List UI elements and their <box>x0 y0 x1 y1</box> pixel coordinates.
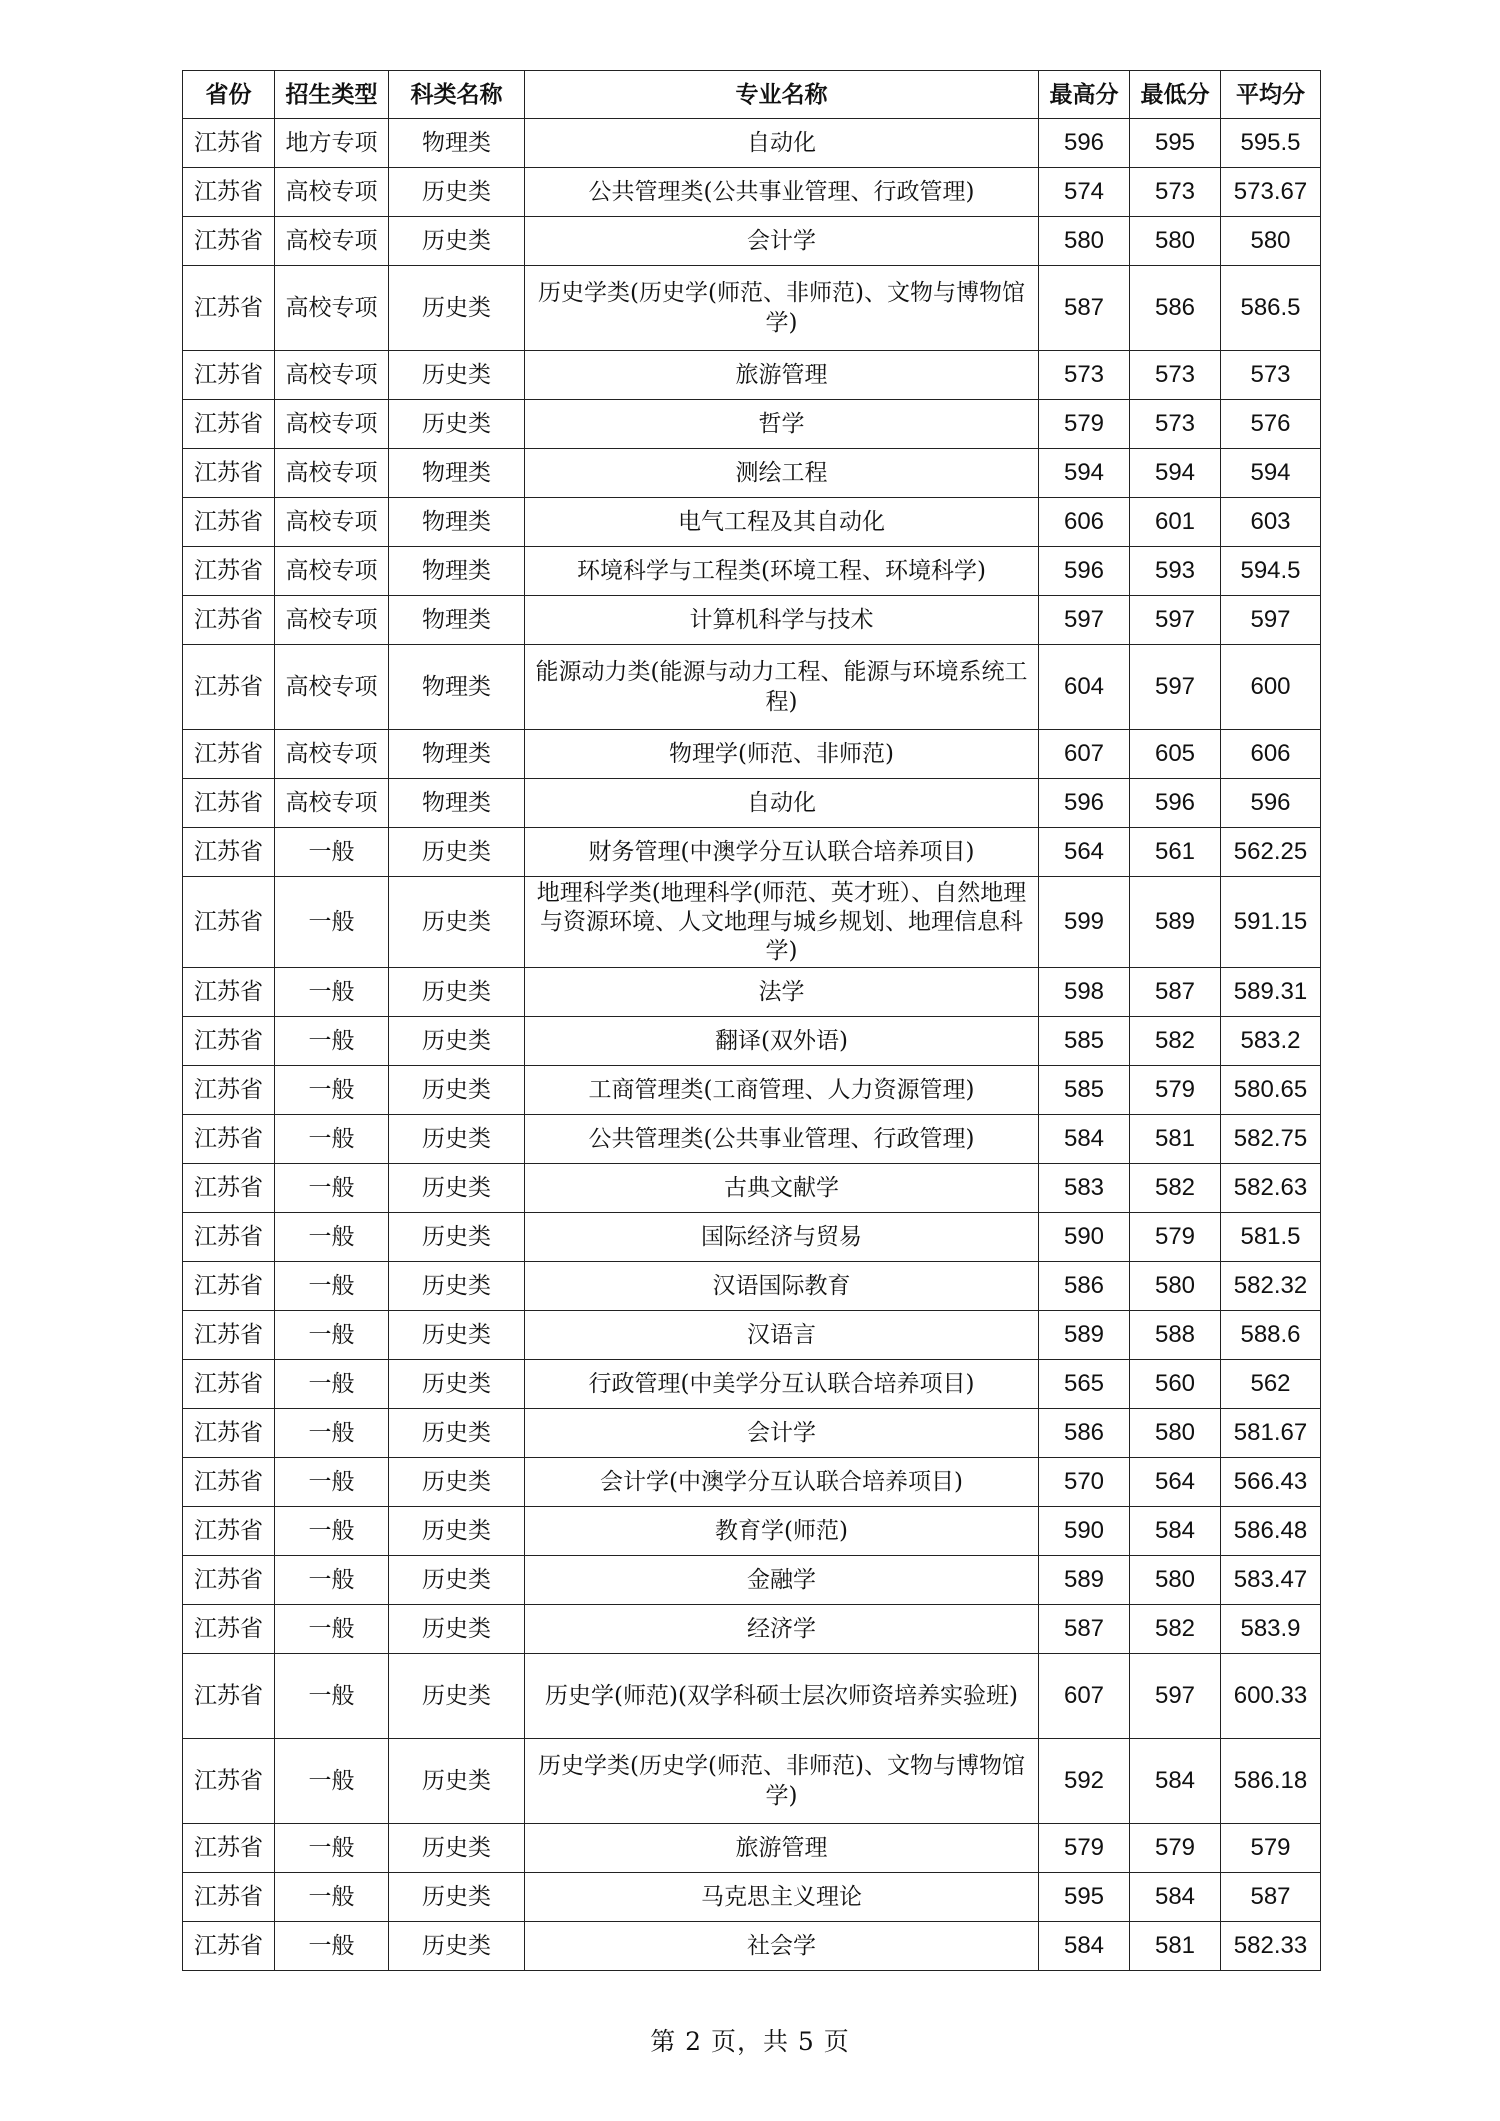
cell-max-score: 594 <box>1039 449 1130 498</box>
cell-subject-category: 物理类 <box>389 547 525 596</box>
cell-avg-score: 595.5 <box>1221 119 1321 168</box>
table-body <box>183 119 1321 1971</box>
cell-min-score: 582 <box>1130 1164 1221 1213</box>
cell-avg-score: 582.63 <box>1221 1164 1321 1213</box>
cell-max-score: 596 <box>1039 547 1130 596</box>
cell-avg-score: 582.33 <box>1221 1922 1321 1971</box>
cell-major: 自动化 <box>525 779 1039 828</box>
table-row <box>183 1654 1321 1739</box>
cell-avg-score: 603 <box>1221 498 1321 547</box>
cell-subject-category: 历史类 <box>389 1311 525 1360</box>
table-row <box>183 498 1321 547</box>
cell-province: 江苏省 <box>183 1654 275 1739</box>
table-row <box>183 730 1321 779</box>
cell-subject-category: 历史类 <box>389 1262 525 1311</box>
cell-admission-type: 一般 <box>275 877 389 968</box>
header-min-score: 最低分 <box>1130 71 1221 119</box>
cell-min-score: 580 <box>1130 1262 1221 1311</box>
cell-subject-category: 历史类 <box>389 266 525 351</box>
cell-admission-type: 高校专项 <box>275 645 389 730</box>
cell-province: 江苏省 <box>183 1873 275 1922</box>
cell-max-score: 599 <box>1039 877 1130 968</box>
cell-admission-type: 一般 <box>275 1507 389 1556</box>
cell-avg-score: 586.18 <box>1221 1739 1321 1824</box>
cell-max-score: 580 <box>1039 217 1130 266</box>
cell-avg-score: 597 <box>1221 596 1321 645</box>
cell-avg-score: 580.65 <box>1221 1066 1321 1115</box>
cell-major: 财务管理(中澳学分互认联合培养项目) <box>525 828 1039 877</box>
cell-province: 江苏省 <box>183 498 275 547</box>
cell-subject-category: 历史类 <box>389 1213 525 1262</box>
cell-min-score: 582 <box>1130 1605 1221 1654</box>
cell-subject-category: 历史类 <box>389 828 525 877</box>
cell-province: 江苏省 <box>183 400 275 449</box>
cell-major: 会计学 <box>525 217 1039 266</box>
cell-min-score: 584 <box>1130 1873 1221 1922</box>
cell-avg-score: 586.48 <box>1221 1507 1321 1556</box>
cell-admission-type: 高校专项 <box>275 400 389 449</box>
cell-max-score: 589 <box>1039 1556 1130 1605</box>
cell-admission-type: 一般 <box>275 1605 389 1654</box>
cell-avg-score: 596 <box>1221 779 1321 828</box>
cell-max-score: 592 <box>1039 1739 1130 1824</box>
cell-min-score: 581 <box>1130 1115 1221 1164</box>
table-row <box>183 645 1321 730</box>
table-row <box>183 1213 1321 1262</box>
cell-min-score: 584 <box>1130 1507 1221 1556</box>
table-row <box>183 596 1321 645</box>
cell-subject-category: 物理类 <box>389 449 525 498</box>
table-row <box>183 1605 1321 1654</box>
cell-admission-type: 一般 <box>275 1739 389 1824</box>
cell-subject-category: 历史类 <box>389 1654 525 1739</box>
cell-province: 江苏省 <box>183 1922 275 1971</box>
cell-province: 江苏省 <box>183 645 275 730</box>
cell-major: 行政管理(中美学分互认联合培养项目) <box>525 1360 1039 1409</box>
cell-province: 江苏省 <box>183 1556 275 1605</box>
cell-max-score: 595 <box>1039 1873 1130 1922</box>
cell-admission-type: 一般 <box>275 1922 389 1971</box>
cell-max-score: 596 <box>1039 119 1130 168</box>
cell-max-score: 584 <box>1039 1922 1130 1971</box>
cell-major: 会计学(中澳学分互认联合培养项目) <box>525 1458 1039 1507</box>
cell-min-score: 588 <box>1130 1311 1221 1360</box>
cell-province: 江苏省 <box>183 1164 275 1213</box>
cell-admission-type: 高校专项 <box>275 547 389 596</box>
table-row <box>183 400 1321 449</box>
cell-avg-score: 576 <box>1221 400 1321 449</box>
cell-province: 江苏省 <box>183 1409 275 1458</box>
cell-province: 江苏省 <box>183 266 275 351</box>
table-header-row <box>183 71 1321 119</box>
cell-subject-category: 历史类 <box>389 217 525 266</box>
cell-major: 环境科学与工程类(环境工程、环境科学) <box>525 547 1039 596</box>
cell-subject-category: 历史类 <box>389 1360 525 1409</box>
cell-avg-score: 591.15 <box>1221 877 1321 968</box>
cell-min-score: 582 <box>1130 1017 1221 1066</box>
cell-avg-score: 587 <box>1221 1873 1321 1922</box>
cell-subject-category: 历史类 <box>389 1066 525 1115</box>
table-row <box>183 266 1321 351</box>
cell-admission-type: 一般 <box>275 1262 389 1311</box>
cell-min-score: 597 <box>1130 645 1221 730</box>
cell-province: 江苏省 <box>183 1605 275 1654</box>
table-row <box>183 1115 1321 1164</box>
cell-admission-type: 高校专项 <box>275 779 389 828</box>
cell-admission-type: 一般 <box>275 1066 389 1115</box>
cell-min-score: 597 <box>1130 596 1221 645</box>
cell-min-score: 593 <box>1130 547 1221 596</box>
cell-avg-score: 600 <box>1221 645 1321 730</box>
cell-major: 金融学 <box>525 1556 1039 1605</box>
cell-subject-category: 历史类 <box>389 1458 525 1507</box>
table-row <box>183 1824 1321 1873</box>
cell-avg-score: 573 <box>1221 351 1321 400</box>
cell-avg-score: 588.6 <box>1221 1311 1321 1360</box>
cell-min-score: 601 <box>1130 498 1221 547</box>
cell-province: 江苏省 <box>183 547 275 596</box>
cell-max-score: 579 <box>1039 1824 1130 1873</box>
table-row <box>183 1458 1321 1507</box>
cell-province: 江苏省 <box>183 968 275 1017</box>
cell-max-score: 586 <box>1039 1262 1130 1311</box>
cell-min-score: 561 <box>1130 828 1221 877</box>
cell-major: 电气工程及其自动化 <box>525 498 1039 547</box>
cell-province: 江苏省 <box>183 1311 275 1360</box>
cell-max-score: 583 <box>1039 1164 1130 1213</box>
cell-subject-category: 历史类 <box>389 1556 525 1605</box>
cell-province: 江苏省 <box>183 168 275 217</box>
cell-min-score: 605 <box>1130 730 1221 779</box>
cell-avg-score: 600.33 <box>1221 1654 1321 1739</box>
cell-subject-category: 物理类 <box>389 498 525 547</box>
cell-avg-score: 583.2 <box>1221 1017 1321 1066</box>
cell-min-score: 579 <box>1130 1213 1221 1262</box>
cell-max-score: 585 <box>1039 1066 1130 1115</box>
page-number-footer: 第 2 页，共 5 页 <box>650 2027 850 2056</box>
cell-province: 江苏省 <box>183 1017 275 1066</box>
cell-admission-type: 一般 <box>275 968 389 1017</box>
cell-admission-type: 地方专项 <box>275 119 389 168</box>
cell-subject-category: 历史类 <box>389 877 525 968</box>
cell-major: 马克思主义理论 <box>525 1873 1039 1922</box>
cell-admission-type: 一般 <box>275 1213 389 1262</box>
table-row <box>183 1066 1321 1115</box>
cell-major: 能源动力类(能源与动力工程、能源与环境系统工程) <box>525 645 1039 730</box>
cell-min-score: 573 <box>1130 400 1221 449</box>
cell-admission-type: 高校专项 <box>275 217 389 266</box>
cell-admission-type: 高校专项 <box>275 449 389 498</box>
cell-major: 经济学 <box>525 1605 1039 1654</box>
cell-avg-score: 594 <box>1221 449 1321 498</box>
header-max-score: 最高分 <box>1039 71 1130 119</box>
cell-max-score: 579 <box>1039 400 1130 449</box>
cell-avg-score: 580 <box>1221 217 1321 266</box>
cell-major: 翻译(双外语) <box>525 1017 1039 1066</box>
cell-major: 物理学(师范、非师范) <box>525 730 1039 779</box>
cell-min-score: 581 <box>1130 1922 1221 1971</box>
cell-major: 哲学 <box>525 400 1039 449</box>
cell-major: 教育学(师范) <box>525 1507 1039 1556</box>
cell-major: 测绘工程 <box>525 449 1039 498</box>
cell-major: 汉语国际教育 <box>525 1262 1039 1311</box>
table-row <box>183 351 1321 400</box>
cell-province: 江苏省 <box>183 1507 275 1556</box>
cell-subject-category: 物理类 <box>389 645 525 730</box>
header-province: 省份 <box>183 71 275 119</box>
cell-min-score: 573 <box>1130 351 1221 400</box>
cell-min-score: 594 <box>1130 449 1221 498</box>
cell-max-score: 589 <box>1039 1311 1130 1360</box>
cell-subject-category: 物理类 <box>389 779 525 828</box>
cell-subject-category: 历史类 <box>389 400 525 449</box>
table-row <box>183 1556 1321 1605</box>
cell-subject-category: 物理类 <box>389 730 525 779</box>
cell-province: 江苏省 <box>183 449 275 498</box>
cell-avg-score: 562 <box>1221 1360 1321 1409</box>
cell-avg-score: 583.47 <box>1221 1556 1321 1605</box>
cell-avg-score: 566.43 <box>1221 1458 1321 1507</box>
table-row <box>183 1164 1321 1213</box>
cell-admission-type: 一般 <box>275 1311 389 1360</box>
cell-max-score: 574 <box>1039 168 1130 217</box>
cell-admission-type: 高校专项 <box>275 730 389 779</box>
cell-min-score: 587 <box>1130 968 1221 1017</box>
cell-min-score: 573 <box>1130 168 1221 217</box>
cell-province: 江苏省 <box>183 1262 275 1311</box>
cell-min-score: 579 <box>1130 1824 1221 1873</box>
cell-province: 江苏省 <box>183 828 275 877</box>
cell-admission-type: 高校专项 <box>275 266 389 351</box>
cell-max-score: 606 <box>1039 498 1130 547</box>
table-row <box>183 547 1321 596</box>
cell-min-score: 597 <box>1130 1654 1221 1739</box>
admission-scores-table <box>182 70 1321 1971</box>
table-row <box>183 779 1321 828</box>
cell-admission-type: 一般 <box>275 1556 389 1605</box>
table-row <box>183 1922 1321 1971</box>
cell-admission-type: 一般 <box>275 1873 389 1922</box>
cell-min-score: 580 <box>1130 1556 1221 1605</box>
cell-max-score: 584 <box>1039 1115 1130 1164</box>
cell-max-score: 590 <box>1039 1213 1130 1262</box>
cell-major: 地理科学类(地理科学(师范、英才班）、自然地理与资源环境、人文地理与城乡规划、地理信息科学) <box>525 877 1039 968</box>
cell-subject-category: 历史类 <box>389 1605 525 1654</box>
cell-min-score: 580 <box>1130 1409 1221 1458</box>
cell-subject-category: 历史类 <box>389 168 525 217</box>
cell-max-score: 587 <box>1039 1605 1130 1654</box>
cell-province: 江苏省 <box>183 351 275 400</box>
table-row <box>183 449 1321 498</box>
cell-province: 江苏省 <box>183 1739 275 1824</box>
cell-avg-score: 582.75 <box>1221 1115 1321 1164</box>
cell-admission-type: 一般 <box>275 1017 389 1066</box>
header-major: 专业名称 <box>525 71 1039 119</box>
cell-subject-category: 历史类 <box>389 968 525 1017</box>
cell-max-score: 586 <box>1039 1409 1130 1458</box>
cell-min-score: 560 <box>1130 1360 1221 1409</box>
cell-max-score: 565 <box>1039 1360 1130 1409</box>
cell-major: 历史学(师范)(双学科硕士层次师资培养实验班) <box>525 1654 1039 1739</box>
cell-min-score: 579 <box>1130 1066 1221 1115</box>
cell-major: 国际经济与贸易 <box>525 1213 1039 1262</box>
cell-subject-category: 历史类 <box>389 1739 525 1824</box>
header-admission-type: 招生类型 <box>275 71 389 119</box>
table-row <box>183 217 1321 266</box>
table-row <box>183 828 1321 877</box>
cell-subject-category: 历史类 <box>389 1873 525 1922</box>
cell-major: 古典文献学 <box>525 1164 1039 1213</box>
cell-major: 计算机科学与技术 <box>525 596 1039 645</box>
cell-avg-score: 582.32 <box>1221 1262 1321 1311</box>
cell-province: 江苏省 <box>183 119 275 168</box>
cell-major: 社会学 <box>525 1922 1039 1971</box>
cell-avg-score: 586.5 <box>1221 266 1321 351</box>
cell-admission-type: 一般 <box>275 1115 389 1164</box>
cell-province: 江苏省 <box>183 1824 275 1873</box>
cell-admission-type: 高校专项 <box>275 498 389 547</box>
cell-major: 法学 <box>525 968 1039 1017</box>
cell-major: 旅游管理 <box>525 1824 1039 1873</box>
cell-province: 江苏省 <box>183 1066 275 1115</box>
cell-subject-category: 物理类 <box>389 119 525 168</box>
cell-admission-type: 一般 <box>275 1360 389 1409</box>
cell-province: 江苏省 <box>183 779 275 828</box>
cell-admission-type: 高校专项 <box>275 351 389 400</box>
cell-admission-type: 高校专项 <box>275 168 389 217</box>
cell-max-score: 587 <box>1039 266 1130 351</box>
cell-province: 江苏省 <box>183 1115 275 1164</box>
table-row <box>183 1409 1321 1458</box>
cell-avg-score: 594.5 <box>1221 547 1321 596</box>
cell-max-score: 604 <box>1039 645 1130 730</box>
cell-major: 历史学类(历史学(师范、非师范)、文物与博物馆学) <box>525 266 1039 351</box>
cell-major: 公共管理类(公共事业管理、行政管理) <box>525 1115 1039 1164</box>
table-row <box>183 119 1321 168</box>
cell-max-score: 564 <box>1039 828 1130 877</box>
cell-max-score: 573 <box>1039 351 1130 400</box>
cell-subject-category: 历史类 <box>389 1409 525 1458</box>
table-row <box>183 1739 1321 1824</box>
cell-max-score: 585 <box>1039 1017 1130 1066</box>
cell-province: 江苏省 <box>183 1360 275 1409</box>
cell-admission-type: 一般 <box>275 1458 389 1507</box>
table-row <box>183 877 1321 968</box>
cell-avg-score: 562.25 <box>1221 828 1321 877</box>
cell-subject-category: 历史类 <box>389 1164 525 1213</box>
cell-max-score: 598 <box>1039 968 1130 1017</box>
cell-avg-score: 589.31 <box>1221 968 1321 1017</box>
cell-admission-type: 一般 <box>275 1164 389 1213</box>
cell-subject-category: 历史类 <box>389 351 525 400</box>
cell-province: 江苏省 <box>183 877 275 968</box>
cell-max-score: 570 <box>1039 1458 1130 1507</box>
cell-min-score: 564 <box>1130 1458 1221 1507</box>
cell-admission-type: 一般 <box>275 828 389 877</box>
cell-min-score: 595 <box>1130 119 1221 168</box>
cell-province: 江苏省 <box>183 730 275 779</box>
cell-major: 会计学 <box>525 1409 1039 1458</box>
cell-admission-type: 一般 <box>275 1824 389 1873</box>
cell-subject-category: 历史类 <box>389 1017 525 1066</box>
table-row <box>183 1360 1321 1409</box>
cell-major: 历史学类(历史学(师范、非师范)、文物与博物馆学) <box>525 1739 1039 1824</box>
cell-major: 旅游管理 <box>525 351 1039 400</box>
cell-subject-category: 物理类 <box>389 596 525 645</box>
cell-max-score: 596 <box>1039 779 1130 828</box>
cell-subject-category: 历史类 <box>389 1824 525 1873</box>
table-row <box>183 168 1321 217</box>
cell-avg-score: 606 <box>1221 730 1321 779</box>
cell-min-score: 580 <box>1130 217 1221 266</box>
cell-province: 江苏省 <box>183 217 275 266</box>
cell-avg-score: 573.67 <box>1221 168 1321 217</box>
table-row <box>183 1262 1321 1311</box>
cell-min-score: 589 <box>1130 877 1221 968</box>
cell-subject-category: 历史类 <box>389 1115 525 1164</box>
cell-subject-category: 历史类 <box>389 1507 525 1556</box>
cell-province: 江苏省 <box>183 1458 275 1507</box>
cell-province: 江苏省 <box>183 596 275 645</box>
cell-avg-score: 579 <box>1221 1824 1321 1873</box>
header-subject-category: 科类名称 <box>389 71 525 119</box>
header-avg-score: 平均分 <box>1221 71 1321 119</box>
cell-admission-type: 高校专项 <box>275 596 389 645</box>
cell-major: 汉语言 <box>525 1311 1039 1360</box>
table-row <box>183 968 1321 1017</box>
cell-max-score: 607 <box>1039 730 1130 779</box>
cell-max-score: 590 <box>1039 1507 1130 1556</box>
cell-major: 公共管理类(公共事业管理、行政管理) <box>525 168 1039 217</box>
cell-max-score: 607 <box>1039 1654 1130 1739</box>
cell-admission-type: 一般 <box>275 1654 389 1739</box>
table-row <box>183 1311 1321 1360</box>
cell-province: 江苏省 <box>183 1213 275 1262</box>
table-row <box>183 1873 1321 1922</box>
cell-avg-score: 581.5 <box>1221 1213 1321 1262</box>
table-row <box>183 1017 1321 1066</box>
cell-min-score: 596 <box>1130 779 1221 828</box>
cell-avg-score: 581.67 <box>1221 1409 1321 1458</box>
cell-major: 工商管理类(工商管理、人力资源管理) <box>525 1066 1039 1115</box>
cell-major: 自动化 <box>525 119 1039 168</box>
cell-min-score: 586 <box>1130 266 1221 351</box>
table-row <box>183 1507 1321 1556</box>
cell-min-score: 584 <box>1130 1739 1221 1824</box>
cell-max-score: 597 <box>1039 596 1130 645</box>
cell-subject-category: 历史类 <box>389 1922 525 1971</box>
cell-avg-score: 583.9 <box>1221 1605 1321 1654</box>
cell-admission-type: 一般 <box>275 1409 389 1458</box>
